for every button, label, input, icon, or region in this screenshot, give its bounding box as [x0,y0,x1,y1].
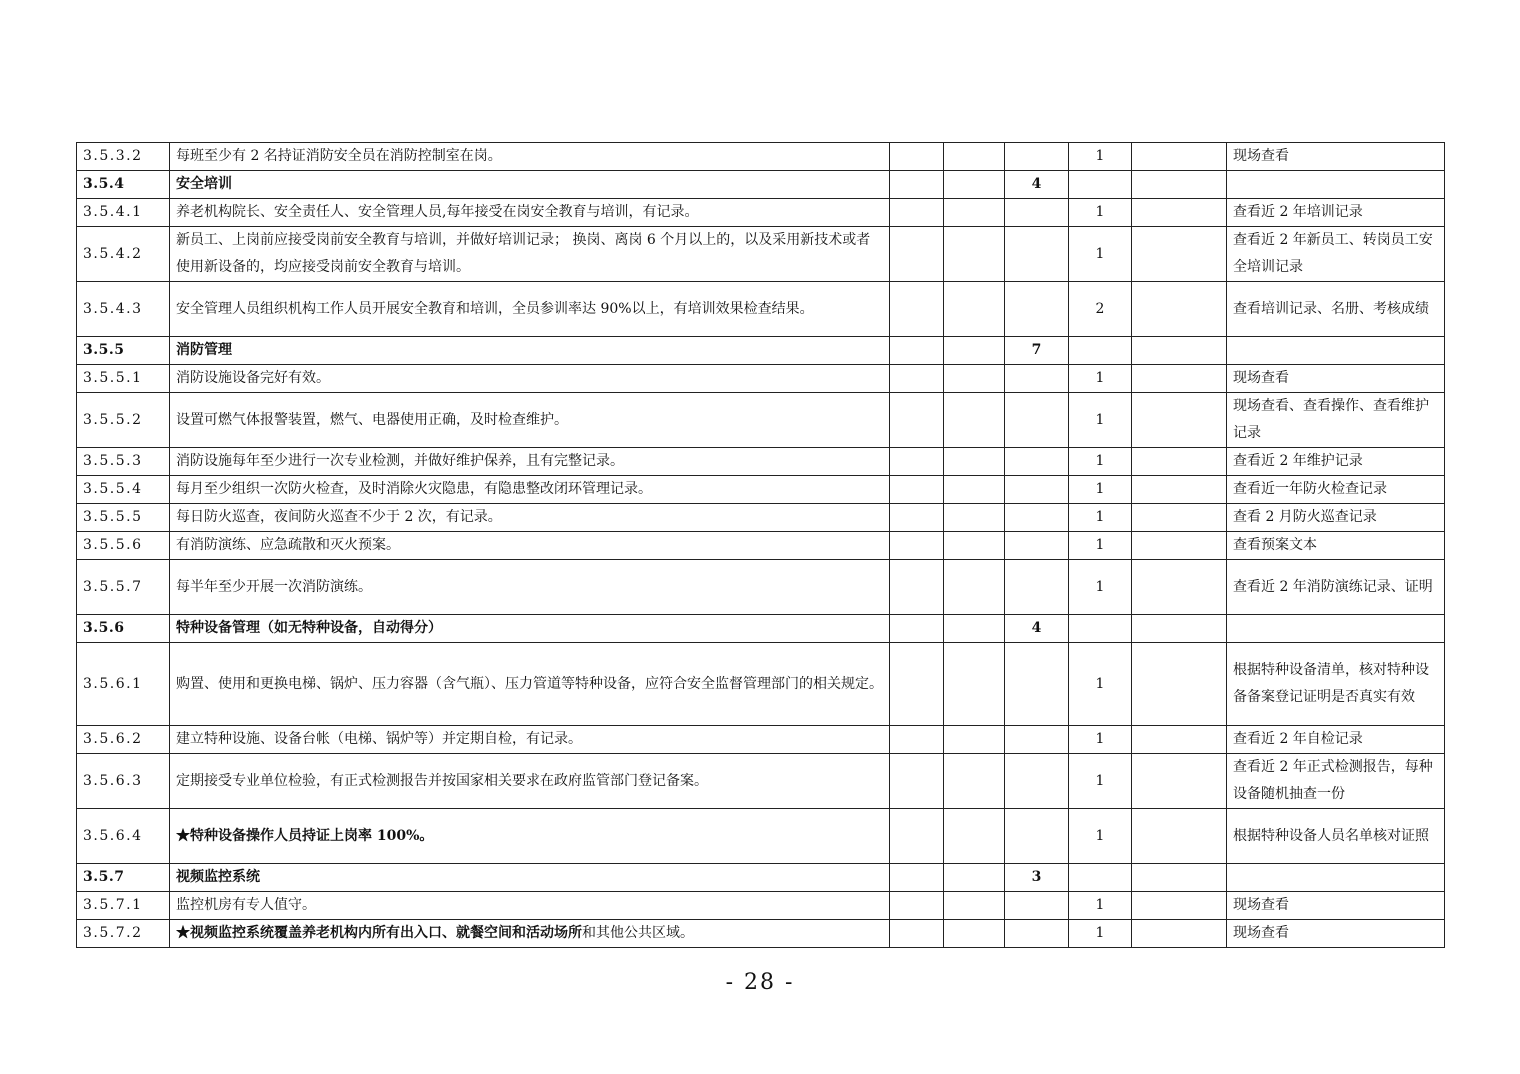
item-code-cell: 3.5.5.4 [77,476,170,504]
empty-cell [944,171,1005,199]
item-score-cell: 2 [1069,282,1132,337]
item-description-cell: 特种设备管理（如无特种设备，自动得分） [170,615,890,643]
section-total-cell [1005,365,1069,393]
empty-cell [944,532,1005,560]
table-row [77,365,1445,393]
empty-cell [890,199,944,227]
section-total-cell [1005,754,1069,809]
item-score-cell: 1 [1069,143,1132,171]
empty-cell [890,282,944,337]
empty-cell [890,476,944,504]
empty-cell [1132,560,1227,615]
item-description-cell: 每月至少组织一次防火检查，及时消除火灾隐患，有隐患整改闭环管理记录。 [170,476,890,504]
empty-cell [890,615,944,643]
empty-cell [1132,532,1227,560]
empty-cell [944,199,1005,227]
empty-cell [944,864,1005,892]
section-total-cell [1005,143,1069,171]
item-score-cell: 1 [1069,476,1132,504]
empty-cell [944,504,1005,532]
table-row [77,199,1445,227]
empty-cell [890,726,944,754]
empty-cell [890,143,944,171]
check-method-cell [1227,171,1445,199]
section-total-cell [1005,393,1069,448]
check-method-cell: 现场查看 [1227,143,1445,171]
check-method-cell: 现场查看 [1227,365,1445,393]
item-description-cell: 每班至少有 2 名持证消防安全员在消防控制室在岗。 [170,143,890,171]
empty-cell [1132,920,1227,948]
empty-cell [890,337,944,365]
empty-cell [890,171,944,199]
item-description-cell: 购置、使用和更换电梯、锅炉、压力容器（含气瓶）、压力管道等特种设备，应符合安全监督管理部门的相关规定。 [170,643,890,726]
item-description-cell: ★特种设备操作人员持证上岗率 100%。 [170,809,890,864]
item-code-cell: 3.5.3.2 [77,143,170,171]
empty-cell [1132,643,1227,726]
item-code-cell: 3.5.4.2 [77,227,170,282]
check-method-cell: 现场查看 [1227,892,1445,920]
page-number: - 28 - [725,970,795,995]
item-code-cell: 3.5.5.7 [77,560,170,615]
item-code-cell: 3.5.5.6 [77,532,170,560]
check-method-cell: 查看近 2 年消防演练记录、证明 [1227,560,1445,615]
empty-cell [1132,504,1227,532]
item-description-cell: 消防管理 [170,337,890,365]
item-code-cell: 3.5.6 [77,615,170,643]
empty-cell [1132,864,1227,892]
empty-cell [1132,365,1227,393]
empty-cell [944,892,1005,920]
section-total-cell [1005,809,1069,864]
empty-cell [944,809,1005,864]
check-method-cell: 查看近 2 年正式检测报告，每种设备随机抽查一份 [1227,754,1445,809]
item-code-cell: 3.5.5.1 [77,365,170,393]
empty-cell [1132,282,1227,337]
section-total-cell [1005,726,1069,754]
item-code-cell: 3.5.5 [77,337,170,365]
empty-cell [890,504,944,532]
empty-cell [890,560,944,615]
key-requirement-text: ★视频监控系统覆盖养老机构内所有出入口、就餐空间和活动场所 [176,925,582,941]
check-method-cell: 根据特种设备清单，核对特种设备备案登记证明是否真实有效 [1227,643,1445,726]
empty-cell [944,227,1005,282]
item-code-cell: 3.5.6.4 [77,809,170,864]
empty-cell [944,615,1005,643]
item-code-cell: 3.5.4 [77,171,170,199]
section-total-cell [1005,892,1069,920]
item-code-cell: 3.5.6.3 [77,754,170,809]
empty-cell [1132,448,1227,476]
item-score-cell: 1 [1069,532,1132,560]
section-total-cell: 4 [1005,171,1069,199]
item-description-cell: 设置可燃气体报警装置，燃气、电器使用正确，及时检查维护。 [170,393,890,448]
check-method-cell: 查看预案文本 [1227,532,1445,560]
empty-cell [890,393,944,448]
empty-cell [944,282,1005,337]
check-method-cell: 查看近 2 年自检记录 [1227,726,1445,754]
empty-cell [890,809,944,864]
item-code-cell: 3.5.7.2 [77,920,170,948]
item-description-cell: 消防设施每年至少进行一次专业检测，并做好维护保养，且有完整记录。 [170,448,890,476]
section-row [77,337,1445,365]
item-code-cell: 3.5.7 [77,864,170,892]
table-body [77,143,1445,948]
table-row [77,393,1445,448]
empty-cell [944,337,1005,365]
empty-cell [944,143,1005,171]
empty-cell [944,448,1005,476]
empty-cell [944,726,1005,754]
table-row [77,282,1445,337]
section-total-cell [1005,504,1069,532]
section-total-cell [1005,227,1069,282]
table-row [77,892,1445,920]
empty-cell [1132,892,1227,920]
item-score-cell: 1 [1069,448,1132,476]
empty-cell [1132,726,1227,754]
section-total-cell [1005,199,1069,227]
empty-cell [1132,337,1227,365]
empty-cell [1132,615,1227,643]
table-row [77,726,1445,754]
section-total-cell [1005,920,1069,948]
item-code-cell: 3.5.4.1 [77,199,170,227]
item-description-cell: 新员工、上岗前应接受岗前安全教育与培训，并做好培训记录； 换岗、离岗 6 个月以上的，以及采用新技术或者使用新设备的，均应接受岗前安全教育与培训。 [170,227,890,282]
check-method-cell: 现场查看 [1227,920,1445,948]
item-score-cell: 1 [1069,227,1132,282]
section-row [77,615,1445,643]
section-row [77,171,1445,199]
table-row [77,476,1445,504]
check-method-cell: 查看 2 月防火巡查记录 [1227,504,1445,532]
item-score-cell: 1 [1069,726,1132,754]
empty-cell [890,920,944,948]
item-score-cell: 1 [1069,892,1132,920]
empty-cell [1132,809,1227,864]
section-row [77,864,1445,892]
check-method-cell: 查看培训记录、名册、考核成绩 [1227,282,1445,337]
empty-cell [890,365,944,393]
empty-cell [944,920,1005,948]
table-row [77,809,1445,864]
empty-cell [944,754,1005,809]
item-code-cell: 3.5.4.3 [77,282,170,337]
check-method-cell [1227,864,1445,892]
table-row [77,920,1445,948]
table-row [77,448,1445,476]
evaluation-table [76,142,1445,948]
empty-cell [890,227,944,282]
empty-cell [890,892,944,920]
empty-cell [944,476,1005,504]
item-code-cell: 3.5.5.3 [77,448,170,476]
section-total-cell: 4 [1005,615,1069,643]
section-total-cell: 3 [1005,864,1069,892]
item-description-cell [170,920,890,948]
item-score-cell: 1 [1069,365,1132,393]
check-method-cell: 查看近 2 年维护记录 [1227,448,1445,476]
empty-cell [890,864,944,892]
item-score-cell: 1 [1069,754,1132,809]
item-description-cell: 安全管理人员组织机构工作人员开展安全教育和培训，全员参训率达 90%以上，有培训效果检查结果。 [170,282,890,337]
item-description-cell: 有消防演练、应急疏散和灭火预案。 [170,532,890,560]
section-total-cell [1005,476,1069,504]
item-code-cell: 3.5.7.1 [77,892,170,920]
section-total-cell [1005,643,1069,726]
item-description-cell: 每日防火巡查，夜间防火巡查不少于 2 次，有记录。 [170,504,890,532]
table-row [77,754,1445,809]
section-total-cell [1005,282,1069,337]
item-code-cell: 3.5.6.2 [77,726,170,754]
check-method-cell [1227,337,1445,365]
item-score-cell: 1 [1069,393,1132,448]
empty-cell [944,643,1005,726]
empty-cell [1132,171,1227,199]
table-row [77,504,1445,532]
item-score-cell: 1 [1069,920,1132,948]
empty-cell [944,365,1005,393]
table-row [77,560,1445,615]
item-score-cell: 1 [1069,199,1132,227]
item-description-cell: 定期接受专业单位检验，有正式检测报告并按国家相关要求在政府监管部门登记备案。 [170,754,890,809]
check-method-cell: 查看近 2 年培训记录 [1227,199,1445,227]
item-score-cell: 1 [1069,560,1132,615]
item-score-cell: 1 [1069,504,1132,532]
table-row [77,532,1445,560]
item-description-cell: 视频监控系统 [170,864,890,892]
empty-cell [890,643,944,726]
empty-cell [944,393,1005,448]
check-method-cell: 现场查看、查看操作、查看维护记录 [1227,393,1445,448]
empty-cell [890,448,944,476]
empty-cell [1132,754,1227,809]
item-code-cell: 3.5.5.5 [77,504,170,532]
item-score-cell [1069,615,1132,643]
empty-cell [1132,199,1227,227]
item-score-cell [1069,171,1132,199]
item-score-cell [1069,864,1132,892]
item-score-cell: 1 [1069,643,1132,726]
check-method-cell: 查看近一年防火检查记录 [1227,476,1445,504]
requirement-tail-text: 和其他公共区域。 [582,925,694,941]
item-score-cell [1069,337,1132,365]
section-total-cell [1005,448,1069,476]
item-description-cell: 建立特种设施、设备台帐（电梯、锅炉等）并定期自检，有记录。 [170,726,890,754]
empty-cell [890,754,944,809]
table-row [77,227,1445,282]
item-description-cell: 安全培训 [170,171,890,199]
item-description-cell: 每半年至少开展一次消防演练。 [170,560,890,615]
section-total-cell: 7 [1005,337,1069,365]
item-description-cell: 监控机房有专人值守。 [170,892,890,920]
table-row [77,643,1445,726]
item-description-cell: 消防设施设备完好有效。 [170,365,890,393]
item-code-cell: 3.5.6.1 [77,643,170,726]
empty-cell [890,532,944,560]
empty-cell [1132,393,1227,448]
section-total-cell [1005,532,1069,560]
empty-cell [944,560,1005,615]
check-method-cell: 查看近 2 年新员工、转岗员工安全培训记录 [1227,227,1445,282]
item-code-cell: 3.5.5.2 [77,393,170,448]
section-total-cell [1005,560,1069,615]
item-score-cell: 1 [1069,809,1132,864]
check-method-cell: 根据特种设备人员名单核对证照 [1227,809,1445,864]
empty-cell [1132,143,1227,171]
table-row [77,143,1445,171]
empty-cell [1132,476,1227,504]
item-description-cell: 养老机构院长、安全责任人、安全管理人员,每年接受在岗安全教育与培训，有记录。 [170,199,890,227]
check-method-cell [1227,615,1445,643]
empty-cell [1132,227,1227,282]
